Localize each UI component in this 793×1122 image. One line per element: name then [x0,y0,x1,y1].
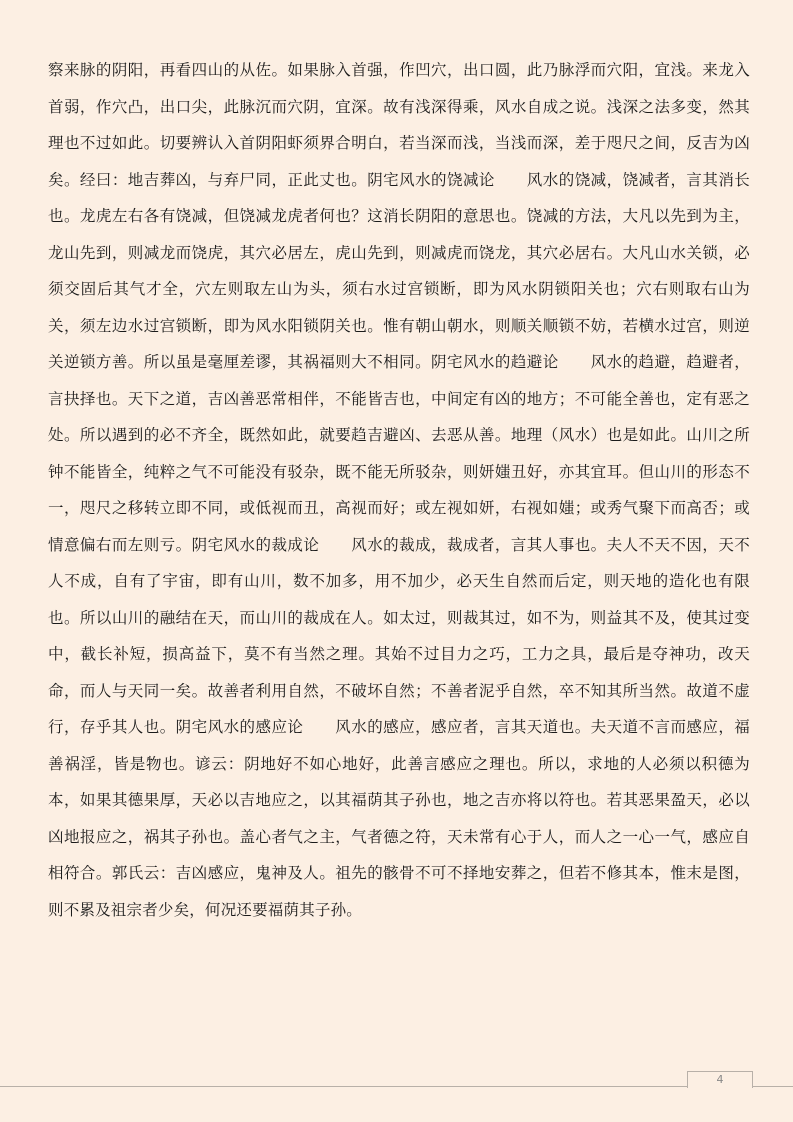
document-body-text: 察来脉的阴阳，再看四山的从佐。如果脉入首强，作凹穴，出口圆，此乃脉浮而穴阳，宜浅。来龙入首弱，作穴凸，出口尖，此脉沉而穴阴，宜深。故有浅深得乘，风水自成之说。浅深之法多变，然其理也不过如此。切要辨认入首阴阳虾须界合明白，若当深而浅，当浅而深，差于咫尺之间，反吉为凶矣。经曰：地吉葬凶，与弃尸同，正此丈也。阴宅风水的饶减论 风水的饶减，饶减者，言其消长也。龙虎左右各有饶减，但饶减龙虎者何也？这消长阴阳的意思也。饶减的方法，大凡以先到为主，龙山先到，则减龙而饶虎，其穴必居左，虎山先到，则减虎而饶龙，其穴必居右。大凡山水关锁，必须交固后其气才全，穴左则取左山为头，须右水过宫锁断，即为风水阴锁阳关也；穴右则取右山为关，须左边水过宫锁断，即为风水阳锁阴关也。惟有朝山朝水，则顺关顺锁不妨，若横水过宫，则逆关逆锁方善。所以虽是毫厘差谬，其祸福则大不相同。阴宅风水的趋避论 风水的趋避，趋避者，言抉择也。天下之道，吉凶善恶常相伴，不能皆吉也，中间定有凶的地方；不可能全善也，定有恶之处。所以遇到的必不齐全，既然如此，就要趋吉避凶、去恶从善。地理（风水）也是如此。山川之所钟不能皆全，纯粹之气不可能没有驳杂，既不能无所驳杂，则妍媸丑好，亦其宜耳。但山川的形态不一，咫尺之移转立即不同，或低视而丑，高视而好；或左视如妍，右视如媸；或秀气聚下而高否；或情意偏右而左则亏。阴宅风水的裁成论 风水的裁成，裁成者，言其人事也。夫人不天不因，天不人不成，自有了宇宙，即有山川，数不加多，用不加少，必天生自然而后定，则天地的造化也有限也。所以山川的融结在天，而山川的裁成在人。如太过，则裁其过，如不为，则益其不及，使其过变中，截长补短，损高益下，莫不有当然之理。其始不过目力之巧，工力之具，最后是夺神功，改天命，而人与天同一矣。故善者利用自然，不破坏自然；不善者泥乎自然，卒不知其所当然。故道不虚行，存乎其人也。阴宅风水的感应论 风水的感应，感应者，言其天道也。夫天道不言而感应，福善祸淫，皆是物也。谚云：阴地好不如心地好，此善言感应之理也。所以，求地的人必须以积德为本，如果其德果厚，天必以吉地应之，以其福荫其子孙也，地之吉亦将以符也。若其恶果盈天，必以凶地报应之，祸其子孙也。盖心者气之主，气者德之符，天未常有心于人，而人之一心一气，感应自相符合。郭氏云：吉凶感应，鬼神及人。祖先的骸骨不可不择地安葬之，但若不修其本，惟末是图，则不累及祖宗者少矣，何况还要福荫其子孙。 [48,61,750,919]
footer-divider [0,1086,793,1087]
page-number: 4 [687,1071,753,1088]
